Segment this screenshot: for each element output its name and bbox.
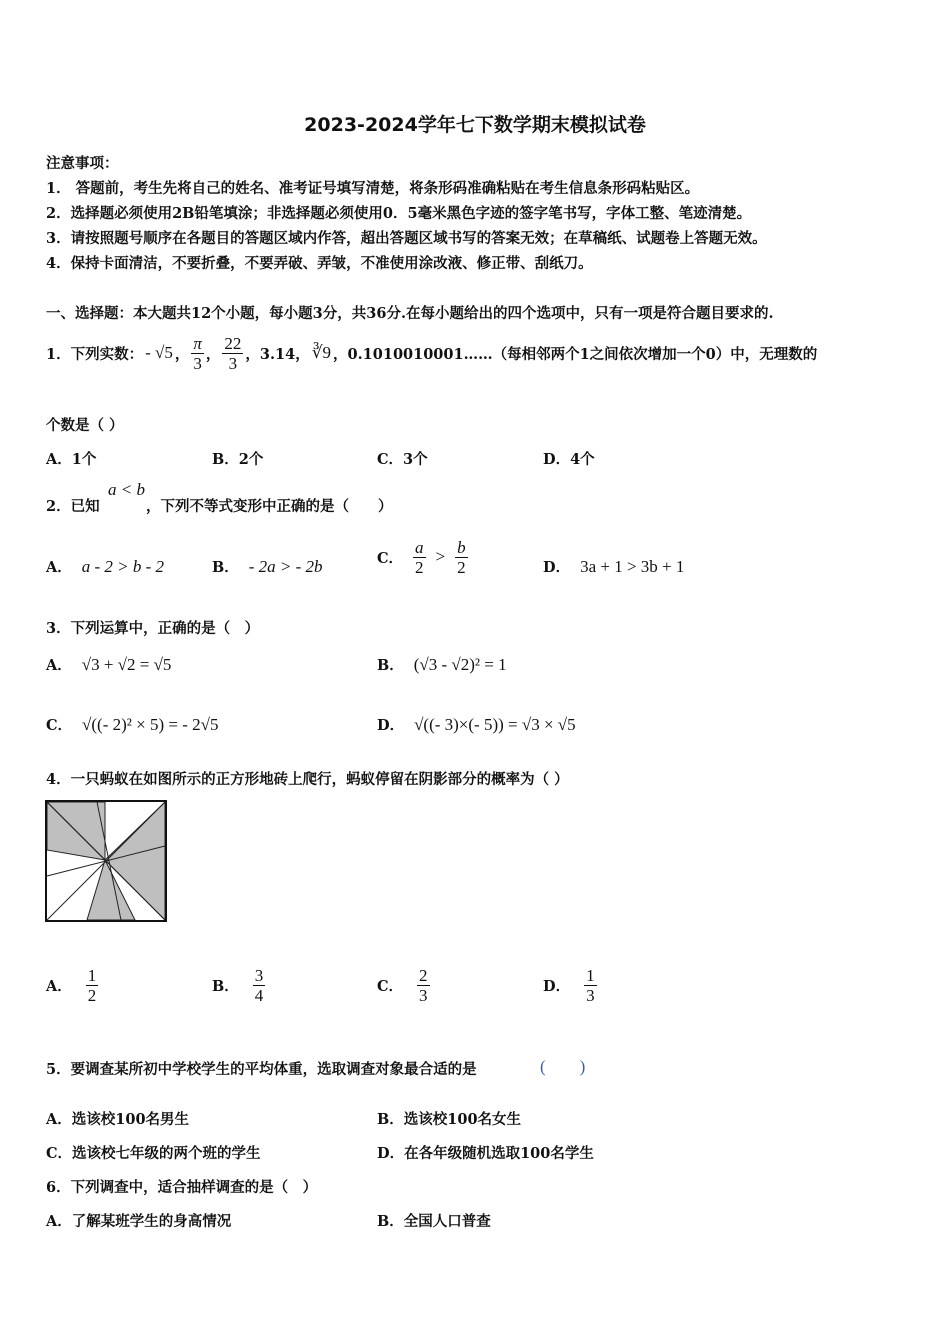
q2-prefix: 2．已知 (46, 498, 100, 515)
q1-option-b[interactable]: B．2个 (212, 451, 264, 468)
neg-sqrt5: - √5 (145, 343, 173, 362)
fraction-pi-3: $\frac{\pi}{3}$ (193, 333, 202, 373)
q4-option-d[interactable]: D． $\frac{1}{3}$ (543, 965, 595, 1005)
notice-heading: 注意事项： (46, 155, 119, 172)
q2-option-b[interactable]: B． - 2a > - 2b (212, 556, 323, 576)
q5-option-a[interactable]: A．选该校100名男生 (46, 1111, 190, 1128)
q1-option-c[interactable]: C．3个 (377, 451, 428, 468)
notice-item: 4．保持卡面清洁，不要折叠，不要弄破、弄皱，不准使用涂改液、修正带、刮纸刀。 (46, 255, 593, 272)
question-1-cont: 个数是（ ） (46, 417, 124, 434)
cbrt-9: ∛9 (311, 343, 332, 362)
q1-mid: ，3.14， (245, 345, 310, 363)
q5-option-d[interactable]: D．在各年级随机选取100名学生 (377, 1145, 594, 1162)
q6-stem: 6．下列调查中，适合抽样调查的是（ ） (46, 1179, 318, 1196)
q5-option-b[interactable]: B．选该校100名女生 (377, 1111, 522, 1128)
q2-option-a[interactable]: A． a - 2 > b - 2 (46, 556, 165, 576)
q5-option-c[interactable]: C．选该校七年级的两个班的学生 (46, 1145, 261, 1162)
q2-option-d[interactable]: D． 3a + 1 > 3b + 1 (543, 556, 685, 576)
q4-option-a[interactable]: A． $\frac{1}{2}$ (46, 965, 97, 1005)
q3-option-a[interactable]: A． √3 + √2 = √5 (46, 654, 172, 674)
q3-stem: 3．下列运算中，正确的是（ ） (46, 620, 260, 637)
q1-tail: ，0.1010010001……（每相邻两个1之间依次增加一个0）中，无理数的 (333, 345, 818, 363)
notice-item: 1． 答题前，考生先将自己的姓名、准考证号填写清楚，将条形码准确粘贴在考生信息条形码粘贴区。 (46, 180, 700, 197)
q5-answer-paren: ( ) (540, 1057, 586, 1076)
notice-item: 2．选择题必须使用2B铅笔填涂；非选择题必须使用0．5毫米黑色字迹的签字笔书写，字体工整、笔迹清楚。 (46, 205, 752, 222)
q3-option-c[interactable]: C． √((- 2)² × 5) = - 2√5 (46, 714, 219, 734)
question-1-stem: 1．下列实数： - √5 ， $\frac{\pi}{3}$ ， $\frac{22}{3}$ ，3.14， ∛9 ，0.1010010001……（每相邻两个1之间依次增加一个0）中，无理数的 (46, 333, 818, 373)
q6-option-a[interactable]: A．了解某班学生的身高情况 (46, 1213, 232, 1230)
q2-suffix: ，下列不等式变形中正确的是（ ） (146, 498, 393, 515)
q2-condition: a < b (108, 480, 145, 499)
q2-option-c[interactable]: C． $\frac{a}{2}$ > $\frac{b}{2}$ (377, 537, 466, 577)
q6-option-b[interactable]: B．全国人口普查 (377, 1213, 491, 1230)
q1-prefix: 1．下列实数： (46, 345, 144, 363)
fraction-22-3: $\frac{22}{3}$ (224, 333, 242, 373)
q4-option-c[interactable]: C． $\frac{2}{3}$ (377, 965, 428, 1005)
section-heading: 一、选择题：本大题共12个小题，每小题3分，共36分.在每小题给出的四个选项中，只有一项是符合题目要求的. (46, 305, 774, 322)
square-tile-figure (45, 800, 169, 924)
q3-option-b[interactable]: B． (√3 - √2)² = 1 (377, 654, 507, 674)
page-title: 2023-2024学年七下数学期末模拟试卷 (304, 114, 646, 136)
notice-item: 3．请按照题号顺序在各题目的答题区域内作答，超出答题区域书写的答案无效；在草稿纸、试题卷上答题无效。 (46, 230, 767, 247)
q4-option-b[interactable]: B． $\frac{3}{4}$ (212, 965, 264, 1005)
q4-stem: 4．一只蚂蚁在如图所示的正方形地砖上爬行，蚂蚁停留在阴影部分的概率为（ ） (46, 771, 569, 788)
q3-option-d[interactable]: D． √((- 3)×(- 5)) = √3 × √5 (377, 714, 576, 734)
q1-option-d[interactable]: D．4个 (543, 451, 595, 468)
q5-stem: 5．要调查某所初中学校学生的平均体重，选取调查对象最合适的是 (46, 1061, 477, 1078)
q1-option-a[interactable]: A．1个 (46, 451, 97, 468)
